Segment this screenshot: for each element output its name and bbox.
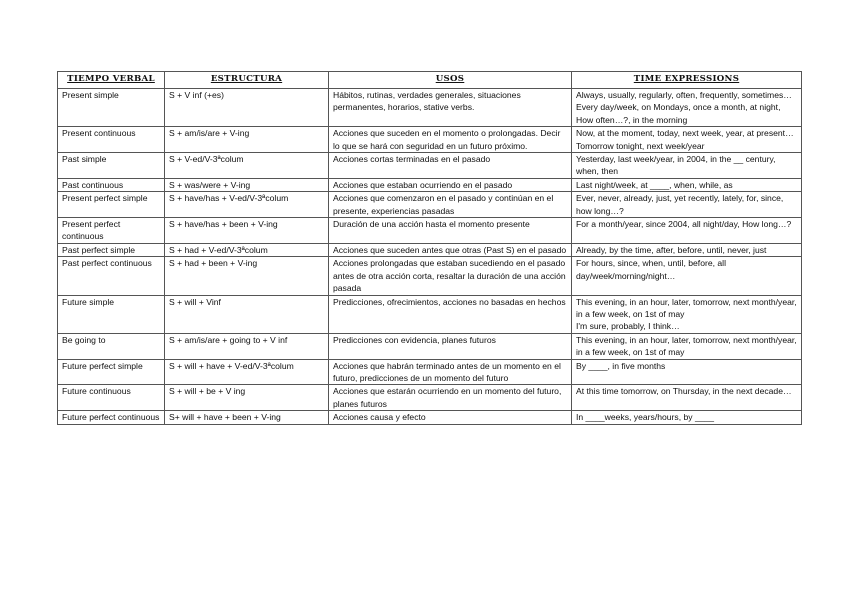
structure-cell: S + will + Vinf [165,295,329,333]
time-expression-line: For a month/year, since 2004, all night/day, How long…? [576,219,792,230]
time-expressions-cell [572,257,802,295]
header-uses: USOS [329,72,572,89]
table-row [58,257,802,295]
tense-cell: Future continuous [58,385,165,411]
uses-cell: Predicciones, ofrecimientos, acciones no basadas en hechos [329,295,572,333]
time-expression-line: In ____weeks, years/hours, by ____ [576,412,715,423]
time-expressions-cell [572,89,802,127]
uses-cell: Acciones que habrán terminado antes de un momento en el futuro, predicciones de un momento del futuro [329,359,572,385]
time-expression-line: This evening, in an hour, later, tomorrow, next month/year, in a few week, on 1st of may [576,334,797,358]
structure-cell: S + had + V-ed/V-3ªcolum [165,243,329,256]
table-row [58,333,802,359]
uses-cell: Acciones que estaban ocurriendo en el pasado [329,178,572,191]
header-time-expressions: TIME EXPRESSIONS [572,72,802,89]
time-expressions-cell [572,192,802,218]
uses-cell: Acciones que comenzaron en el pasado y continúan en el presente, experiencias pasadas [329,192,572,218]
uses-cell: Duración de una acción hasta el momento presente [329,218,572,244]
table-row [58,359,802,385]
tense-cell: Future perfect simple [58,359,165,385]
time-expression-line: Last night/week, at ____, when, while, as [576,179,733,190]
time-expression-line: Already, by the time, after, before, until, never, just [576,244,767,255]
tense-cell: Past continuous [58,178,165,191]
tense-cell: Be going to [58,333,165,359]
table-row [58,178,802,191]
tense-cell: Present simple [58,89,165,127]
table-row [58,243,802,256]
uses-cell: Acciones que estarán ocurriendo en un momento del futuro, planes futuros [329,385,572,411]
structure-cell: S + have/has + been + V-ing [165,218,329,244]
table-body [58,89,802,425]
structure-cell: S + will + have + V-ed/V-3ªcolum [165,359,329,385]
structure-cell: S + V-ed/V-3ªcolum [165,153,329,179]
table-row [58,385,802,411]
uses-cell: Hábitos, rutinas, verdades generales, situaciones permanentes, horarios, stative verbs. [329,89,572,127]
time-expression-line: At this time tomorrow, on Thursday, in the next decade… [576,386,792,397]
time-expressions-cell [572,243,802,256]
time-expression-line: Yesterday, last week/year, in 2004, in the __ century, when, then [576,154,776,177]
time-expression-line: Now, at the moment, today, next week, year, at present… [576,128,794,139]
table-row [58,89,802,127]
uses-cell: Acciones prolongadas que estaban sucediendo en el pasado antes de otra acción corta, resaltar la duración de una acción pasada [329,257,572,295]
tense-cell: Present perfect continuous [58,218,165,244]
structure-cell: S + am/is/are + V-ing [165,127,329,153]
uses-cell: Predicciones con evidencia, planes futuros [329,333,572,359]
table-row [58,127,802,153]
time-expressions-cell [572,127,802,153]
header-tense: TIEMPO VERBAL [58,72,165,89]
header-structure: ESTRUCTURA [165,72,329,89]
time-expression-line: This evening, in an hour, later, tomorrow, next month/year, in a few week, on 1st of may [576,296,797,319]
table-row [58,218,802,244]
structure-cell: S + have/has + V-ed/V-3ªcolum [165,192,329,218]
structure-cell: S + will + be + V ing [165,385,329,411]
time-expressions-cell [572,411,802,424]
verb-tenses-table [57,71,802,425]
structure-cell: S + V inf (+es) [165,89,329,127]
tense-cell: Future perfect continuous [58,411,165,424]
tense-cell: Future simple [58,295,165,333]
table-header-row [58,72,802,89]
time-expressions-cell [572,359,802,385]
time-expression-line: Ever, never, already, just, yet recently, lately, for, since, how long…? [576,193,784,216]
time-expressions-cell [572,333,802,359]
uses-cell: Acciones causa y efecto [329,411,572,424]
tense-cell: Past perfect continuous [58,257,165,295]
structure-cell: S+ will + have + been + V-ing [165,411,329,424]
time-expression-line: Tomorrow tonight, next week/year [576,140,705,151]
uses-cell: Acciones que suceden en el momento o prolongadas. Decir lo que se hará con seguridad en un futuro próximo. [329,127,572,153]
table-row [58,411,802,424]
structure-cell: S + am/is/are + going to + V inf [165,333,329,359]
time-expression-line: Every day/week, on Mondays, once a month, at night, How often…?, in the morning [576,102,781,125]
time-expressions-cell [572,178,802,191]
time-expressions-cell [572,385,802,411]
tense-cell: Present continuous [58,127,165,153]
uses-cell: Acciones que suceden antes que otras (Past S) en el pasado [329,243,572,256]
time-expression-line: For hours, since, when, until, before, all day/week/morning/night… [576,258,726,281]
time-expression-line: I'm sure, probably, I think… [576,321,680,332]
tense-cell: Past simple [58,153,165,179]
time-expressions-cell [572,218,802,244]
table-row [58,295,802,333]
time-expression-line: Always, usually, regularly, often, frequently, sometimes… [576,90,792,100]
time-expression-line: By ____, in five months [576,360,666,371]
tense-cell: Past perfect simple [58,243,165,256]
time-expressions-cell [572,295,802,333]
structure-cell: S + was/were + V-ing [165,178,329,191]
time-expressions-cell [572,153,802,179]
table-row [58,153,802,179]
tense-cell: Present perfect simple [58,192,165,218]
table-row [58,192,802,218]
structure-cell: S + had + been + V-ing [165,257,329,295]
uses-cell: Acciones cortas terminadas en el pasado [329,153,572,179]
